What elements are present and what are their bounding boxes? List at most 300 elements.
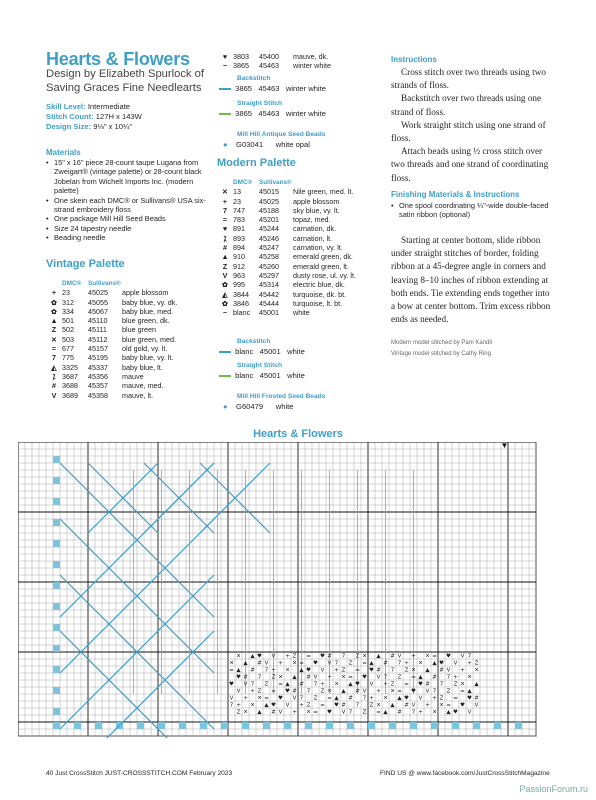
page-title: Hearts & Flowers [46,49,190,69]
color-name: turquoise, lt. bt. [293,298,343,308]
dmc-number: 503 [62,334,74,344]
symbol-icon: ✿ [221,280,229,290]
stitch-symbol: ✕ [432,709,437,716]
stitch-cell [53,645,60,652]
sullivans-number: 45258 [259,252,279,262]
stitch-symbol: 7 [439,681,444,688]
sullivans-number: 45111 [88,325,107,335]
stitch-cell [95,722,102,729]
stitch-cell [200,722,207,729]
stitch-symbol: V [418,695,423,702]
stitch-symbol: + [327,674,332,681]
stitch-symbol: 7 [229,702,234,709]
stitch-symbol: 7 [334,660,339,667]
symbol-icon: − [222,308,228,318]
stitch-symbol: = [397,688,402,695]
symbol-icon: + [51,288,57,298]
color-name: old gold, vy. lt. [122,344,168,354]
dmc-number: 3865 [233,61,249,71]
stitch-symbol: 7 [250,681,255,688]
symbol-icon: = [51,344,57,354]
stitch-symbol: ✕ [278,674,283,681]
color-name: carnation, lt. [293,233,333,243]
dmc-number: 910 [233,252,245,262]
credit-modern: Modern model stitched by Pam Kandil [391,340,493,346]
stitch-symbol: ♥ [271,702,276,709]
sullivans-number: 45337 [88,362,108,372]
stitch-symbol: = [404,681,409,688]
dmc-number: 3844 [233,289,249,299]
color-name: baby blue, med. [122,306,174,316]
symbol-icon: ♥ [222,52,228,61]
stitch-symbol: ♥ [278,695,283,702]
symbol-icon: ✿ [221,298,229,308]
stitch-symbol: + [460,667,465,674]
stitch-symbol: ▲ [432,660,437,667]
stitch-symbol: Z [404,667,409,674]
stitch-symbol: ▲ [418,674,423,681]
symbol-icon: # [52,381,56,391]
sullivans-number: 45025 [88,288,108,298]
stitch-symbol: V [243,681,248,688]
stitch-symbol: + [278,660,283,667]
stitch-cell [53,498,60,505]
stitch-symbol: ✕ [362,653,367,660]
stitch-symbol: ♥ [285,688,290,695]
symbol-icon: ⁒ [52,371,56,381]
stitch-symbol: ♥ [446,653,451,660]
stitch-symbol: # [355,688,360,695]
stitch-symbol: # [257,660,262,667]
stitch-cell [53,582,60,589]
sullivans-number: 45067 [88,306,108,316]
stitch-symbol: Z [292,653,297,660]
stitch-cell [305,722,312,729]
dmc-number: 23 [62,288,70,298]
stitch-cell [53,561,60,568]
stitch-symbol: # [292,688,297,695]
stitch-symbol: # [404,702,409,709]
stitch-symbol: Z [390,681,395,688]
stitch-symbol: ▲ [257,709,262,716]
symbol-icon: 7 [223,205,227,215]
stitch-symbol: V [362,688,367,695]
symbol-icon: + [222,196,228,206]
dmc-number: 783 [233,215,245,225]
color-name: winter white [293,61,331,71]
stitch-symbol: = [355,667,360,674]
palette-row [46,325,177,334]
sullivans-number: 45463 [259,61,279,71]
materials-heading: Materials [46,148,81,157]
stitch-symbol: # [327,653,332,660]
symbol-icon: ◭ [222,289,228,299]
sullivans-number: 45015 [259,187,279,197]
stitch-symbol: ✕ [467,674,472,681]
chart-title: Hearts & Flowers [253,428,343,440]
stitch-symbol: ♥ [236,674,241,681]
stitch-symbol: ♥ [453,709,458,716]
color-name: emerald green, dk. [293,252,353,262]
stitch-symbol: 7 [299,695,304,702]
stitch-symbol: V [446,667,451,674]
stitch-symbol: Z [341,667,346,674]
stitch-symbol: + [404,660,409,667]
color-name: Nile green, med. lt. [293,187,354,197]
stitch-symbol: ✕ [411,667,416,674]
sullivans-number: 45356 [88,371,108,381]
stitch-symbol: ✕ [376,702,381,709]
stitch-cell [494,722,501,729]
stitch-symbol: = [411,674,416,681]
spec-design-size: Design Size: 9⅛" x 10¼" [46,122,133,131]
stitch-symbol: V [320,667,325,674]
dmc-number: 891 [233,224,245,234]
stitch-symbol: = [362,660,367,667]
sullivans-number: 45001 [259,308,279,318]
stitch-symbol: + [334,667,339,674]
stitch-symbol: ✕ [327,688,332,695]
stitch-cell [431,722,438,729]
stitch-symbol: ♥ [229,681,234,688]
stitch-symbol: 7 [313,681,318,688]
palette-row [46,344,177,353]
stitch-symbol: ▲ [397,695,402,702]
color-name: sky blue, vy. lt. [293,205,340,215]
symbol-icon: − [222,61,228,71]
symbol-icon: # [223,243,227,253]
palette-row [217,234,356,243]
stitch-symbol: ▲ [243,660,248,667]
color-name: mauve, dk. [293,52,329,61]
color-name: dusty rose, ul. vy. lt. [293,270,356,280]
dmc-number: 3687 [62,371,78,381]
stitch-symbol: ▲ [264,702,269,709]
stitch-symbol: ✕ [285,667,290,674]
list-item: • 15" x 16" piece 28-count taupe Lugana from Zweigart® (vintage palette) or 28-count black Jobelan from Wichelt Imports Inc. (modern palette) [46,158,216,196]
list-item: • Size 24 tapestry needle [46,224,216,233]
instructions-body: Cross stitch over two threads using two strands of floss. Backstitch over two threads using one strand of floss. Work straight stitch using one strand of floss. Attach beads using ½ cross stitch over two threads and one strand of coordinating floss. [391,67,549,183]
stitch-symbol: V [285,702,290,709]
stitch-symbol: + [432,695,437,702]
stitch-symbol: V [369,681,374,688]
list-item: • Beading needle [46,233,216,242]
sullivans-number: 45444 [259,298,279,308]
stitch-symbol: ✕ [257,695,262,702]
stitch-cell [53,722,60,729]
stitch-symbol: + [243,695,248,702]
stitch-symbol: # [250,667,255,674]
dmc-number: 3846 [233,298,249,308]
dmc-number: 3689 [62,390,78,400]
palette-row [217,206,356,215]
stitch-symbol: + [411,653,416,660]
stitch-symbol: 7 [446,674,451,681]
stitch-symbol: 7 [306,688,311,695]
sullivans-number: 45195 [88,353,108,363]
palette-row [217,61,331,70]
sullivans-number: 45188 [259,205,279,215]
symbol-icon: V [51,390,57,400]
stitch-symbol: V [425,688,430,695]
stitch-symbol: ♥ [418,681,423,688]
stitch-symbol: V [467,709,472,716]
symbol-icon: ✿ [50,306,58,316]
color-name: emerald green, lt. [293,261,349,271]
stitch-symbol: ♥ [467,695,472,702]
symbol-icon: ⁒ [223,233,227,243]
stitch-symbol: Z [257,688,262,695]
stitch-symbol: ♥ [320,653,325,660]
stitch-symbol: V [236,688,241,695]
materials-list [46,158,216,243]
watermark: PassionForum.ru [519,784,588,794]
color-name: blue green [122,325,156,335]
stitch-symbol: ▲ [341,688,346,695]
sullivans-number: 45201 [259,215,279,225]
stitch-cell [53,666,60,673]
modern-table: DMC® Sullivans® ✕ 13 45015 Nile green, med. lt. + 23 45025 apple blossom 7 747 45188 sky blue, vy. lt. = 783 45201 topaz, med. ♥ 891 45244 carnation, dk. ⁒ 893 45246 carnation, lt. # 894 45247 carnation, vy. lt. ▲ 910 45258 emerald green, dk. Z 912 45260 emerald green, lt. V 963 45297 dusty rose, ul. vy. lt. ✿ 995 45314 electric blue, dk. ◭ 3844 45442 turquoise, dk. bt. ✿ 3846 45444 turquoise, lt. bt. − blanc 45001 white [217,178,356,317]
dmc-number: blanc [233,308,251,318]
palette-row [46,307,177,316]
finishing-text: Starting at center bottom, slide ribbon under straight stitches of border, folding ribbon at a 45-degree angle in corners and leaving 8–10 inches of ribbon extending at both ends. Tie extending ends together into a bow at center bottom. Trim excess ribbon ends as needed. [391,235,551,325]
sullivans-number: 45157 [88,344,108,354]
symbol-icon: ♥ [222,224,228,234]
palette-row [217,252,356,261]
stitch-symbol: ♥ [460,702,465,709]
stitch-symbol: ✕ [236,653,241,660]
stitch-cell [74,722,81,729]
sullivans-number: 45112 [88,334,108,344]
color-name: mauve, med. [122,381,164,391]
color-name: baby blue, vy. lt. [122,353,174,363]
symbol-icon: Z [51,325,57,335]
stitch-symbol: ✕ [439,702,444,709]
color-name: electric blue, dk. [293,280,345,290]
list-item: • One spool coordinating ¼"-wide double-faced satin ribbon (optional) [391,201,551,220]
footer-left: 40 Just CrossStitch JUST-CROSSSTITCH.COM February 2023 [46,770,233,777]
stitch-symbol: V [313,674,318,681]
sullivans-number: 45400 [259,52,279,61]
finishing-list [391,201,551,220]
stitch-symbol: ♥ [257,653,262,660]
palette-row [217,308,356,317]
stitch-symbol: ✕ [334,681,339,688]
symbol-icon: ✕ [221,187,229,197]
palette-row [217,299,356,308]
footer-right: FIND US @ www.facebook.com/JustCrossStitchMagazine [380,770,550,777]
color-name: white [293,308,310,318]
stitch-symbol: + [453,674,458,681]
stitch-symbol: 7 [341,653,346,660]
stitch-symbol: ♥ [327,709,332,716]
stitch-symbol: + [425,702,430,709]
frosted-beads-label: Mill Hill Frosted Seed Beads [237,393,326,400]
stitch-symbol: Z [362,709,367,716]
dmc-number: 893 [233,233,245,243]
stitch-symbol: V [271,653,276,660]
stitch-symbol: ▲ [348,681,353,688]
dmc-number: 894 [233,243,245,253]
stitch-cell [326,722,333,729]
sullivans-number: 45358 [88,390,108,400]
color-name: turquoise, dk. bt. [293,289,347,299]
stitch-symbol: = [320,702,325,709]
credit-vintage: Vintage model stitched by Cathy Ring [391,351,491,357]
stitch-symbol: = [229,667,234,674]
stitch-symbol: ✕ [243,709,248,716]
stitch-symbol: ▲ [334,695,339,702]
instructions-heading: Instructions [391,55,437,64]
vintage-extra-table [217,52,331,71]
dmc-number: 775 [62,353,74,363]
stitch-symbol: ♥ [439,660,444,667]
color-name: apple blossom [122,288,169,298]
stitch-symbol: ▲ [376,653,381,660]
stitch-symbol: = [453,695,458,702]
stitch-symbol: # [390,653,395,660]
stitch-symbol: = [376,709,381,716]
modern-heading: Modern Palette [217,157,296,169]
stitch-cell [263,722,270,729]
sullivans-number: 45244 [259,224,279,234]
modern-backstitch-label: Backstitch [237,338,271,345]
stitch-symbol: ✕ [474,667,479,674]
color-name: mauve [122,371,144,381]
sullivans-number: 45260 [259,261,279,271]
sullivans-number: 45025 [259,196,279,206]
palette-row [217,187,356,196]
sullivans-number: 45357 [88,381,108,391]
stitch-symbol: # [376,667,381,674]
dmc-number: 3803 [233,52,249,61]
stitch-symbol: = [313,709,318,716]
stitch-symbol: 7 [355,702,360,709]
stitch-symbol: V [327,660,332,667]
stitch-symbol: 7 [383,674,388,681]
dmc-number: 502 [62,325,74,335]
stitch-symbol: + [285,653,290,660]
stitch-symbol: # [425,681,430,688]
stitch-symbol: ▲ [467,688,472,695]
stitch-cell [221,722,228,729]
dmc-number: 677 [62,344,74,354]
modern-straight: blanc 45001 white [217,371,305,381]
stitch-cell [53,456,60,463]
frosted-bead: ● G60479 white [223,402,294,411]
palette-row [46,353,177,362]
spec-stitch-count: Stitch Count: 127H x 143W [46,112,142,121]
stitch-symbol: = [432,653,437,660]
palette-row [217,271,356,280]
dmc-number: 747 [233,205,245,215]
palette-row [217,280,356,289]
stitch-cell [53,540,60,547]
vintage-heading: Vintage Palette [46,258,125,270]
vintage-straight: 3865 45463 winter white [217,109,326,119]
dmc-number: 334 [62,306,74,316]
stitch-cell [284,722,291,729]
dmc-number: 963 [233,270,245,280]
sullivans-number: 45442 [259,289,279,299]
symbol-icon: ◭ [51,362,57,372]
sullivans-number: 45055 [88,297,108,307]
palette-row [46,298,177,307]
symbol-icon: Z [222,261,228,271]
stitch-symbol: 7 [362,695,367,702]
stitch-symbol: + [250,688,255,695]
dmc-number: 312 [62,297,74,307]
stitch-symbol: + [236,702,241,709]
stitch-symbol: Z [446,688,451,695]
stitch-symbol: # [271,709,276,716]
vintage-table: DMC® Sullivans® + 23 45025 apple blossom ✿ 312 45055 baby blue, vy. dk. ✿ 334 45067 baby blue, med. ▲ 501 45110 blue green, dk. Z 502 45111 blue green ✕ 503 45112 blue green, med. = 677 45157 old gold, vy. lt. 7 775 45195 baby blue, vy. lt. ◭ 3325 45337 baby blue, lt. ⁒ 3687 45356 mauve # 3688 45357 mauve, med. V 3689 45358 mauve, lt. [46,279,177,400]
stitch-cell [158,722,165,729]
palette-row [46,363,177,372]
stitch-symbol: ✕ [250,702,255,709]
palette-row [217,197,356,206]
straight-label: Straight Stitch [237,100,283,107]
stitch-symbol: 7 [257,674,262,681]
stitch-symbol: Z [313,695,318,702]
stitch-symbol: Z [348,660,353,667]
stitch-symbol: Z [236,709,241,716]
stitch-cell [473,722,480,729]
stitch-symbol: V [460,653,465,660]
stitch-cell [53,624,60,631]
stitch-symbol: + [299,702,304,709]
stitch-symbol: ▲ [299,667,304,674]
stitch-symbol: Z [453,681,458,688]
stitch-cell [347,722,354,729]
stitch-symbol: # [383,660,388,667]
list-item: • One package Mill Hill Seed Beads [46,214,216,223]
stitch-symbol: 7 [432,688,437,695]
stitch-symbol: ▲ [250,653,255,660]
stitch-symbol: # [439,667,444,674]
stitch-symbol: 7 [411,709,416,716]
stitch-cell [179,722,186,729]
stitch-symbol: + [418,709,423,716]
center-arrow-icon: ▼ [500,442,509,450]
stitch-symbol: Z [369,702,374,709]
stitch-symbol: ✕ [460,681,465,688]
byline: Design by Elizabeth Spurlock of Saving Graces Fine Needlearts [46,68,204,94]
stitch-cell [242,722,249,729]
stitch-symbol: V [292,695,297,702]
color-name: baby blue, vy. dk. [122,297,178,307]
color-name: topaz, med. [293,215,331,225]
stitch-symbol: Z [439,695,444,702]
stitch-symbol: + [320,681,325,688]
stitch-symbol: # [432,674,437,681]
dmc-number: 13 [233,187,241,197]
stitch-symbol: ✕ [341,674,346,681]
palette-row [217,52,331,61]
stitch-symbol: 7 [390,667,395,674]
stitch-symbol: = [306,653,311,660]
stitch-symbol: + [383,681,388,688]
palette-row [217,243,356,252]
stitch-symbol: ✕ [306,709,311,716]
stitch-symbol: V [278,709,283,716]
stitch-symbol: ▲ [236,667,241,674]
stitch-cell [53,477,60,484]
dmc-number: 912 [233,261,245,271]
stitch-symbol: Z [271,674,276,681]
stitch-symbol: # [299,681,304,688]
color-name: mauve, lt. [122,390,154,400]
